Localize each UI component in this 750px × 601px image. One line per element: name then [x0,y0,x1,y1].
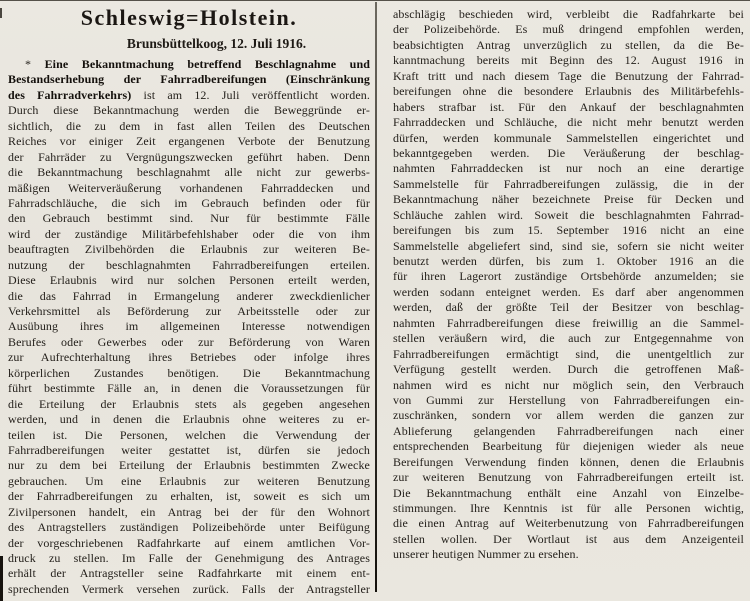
text-line: Sammelstelle für Fahrradbereifungen zulässig, die in der [393,176,744,191]
text-line: den Gebrauch bestimmt sind. Nur für bestimmte Fälle [8,211,370,226]
text-line: Kraft tritt und nach diesem Tage die Benutzung der Fahrrad- [393,68,744,83]
text-line: stellen veräußern wird, die auch zur Entgegennahme von [393,331,744,346]
text-line: habers strafbar ist. Für den Ankauf der beschlagnahmten [393,99,744,114]
text-line: die einen Antrag auf Weiterbenutzung von Fahrradbereifungen [393,516,744,531]
text-line: Verfügung gestellt werden. Durch die getroffenen Maß- [393,362,744,377]
text-line: bereifungen bis zum 15. September 1916 nicht an eine [393,223,744,238]
text-line: werden sodann enteignet werden. Es darf aber angenommen [393,284,744,299]
text-line: werden, und in denen die Erlaubnis ohne weiteres zu er- [8,412,370,427]
text-line: nahmen wird es nicht nur möglich sein, den Verbrauch [393,377,744,392]
text-line: Durch diese Bekanntmachung werden die Beweggründe er- [8,103,370,118]
text-line: nahmten Fahrraddecken ist nur noch an eine derartige [393,161,744,176]
text-line: dürfen, werden kommunale Sammelstellen eingerichtet und [393,130,744,145]
article-title: Schleswig=Holstein. [80,5,298,30]
text-line: abschlägig beschieden wird, verbleibt die Radfahrkarte bei [393,7,744,21]
text-line: Fahrraddecken und Schläuche, die nicht mehr benutzt werden [393,115,744,130]
text-line: sprechenden Vermerk versehen zurück. Falls der Antragsteller [8,581,370,596]
column-divider-rule [375,2,377,592]
text-line: Fahrradbereifungen weiter gestattet ist, dürfen sie jedoch [8,442,370,457]
text-line: zuschränken, sondern vor allem werden die ganzen zur [393,408,744,423]
text-line: Reiches vor einiger Zeit ergangenen Verbote der Benutzung [8,134,370,149]
text-line: entsprechenden Bearbeitung für diejenigen wieder als neue [393,439,744,454]
top-rule-divider [0,0,750,1]
text-line: die Bekanntmachung beschlagnahmt alle nicht zur gewerbs- [8,165,370,180]
text-line: Berufes oder Gewerbes oder zur Beförderung von Waren [8,334,370,349]
text-line: der Polizeibehörde. Es muß dringend empfohlen werden, [393,22,744,37]
emphasized-text: des Fahrradverkehrs) [8,87,132,102]
text-line: Bereifungen Verwendung finden können, denen die Erlaubnis [393,454,744,469]
text-line: Bestandserhebung der Fahrradbereifungen (Einschränkung [8,72,370,87]
text-line: mäßigen Weiterveräußerung vorhandenen Fahrraddecken und [8,180,370,195]
text-line: Verkehrsmittel als Beförderung zur Arbeitsstelle oder zur [8,304,370,318]
text-line: stimmungen. Ihre Kenntnis ist für alle Personen wichtig, [393,501,744,515]
text-line: die Erteilung der Erlaubnis stets als gegeben angesehen [8,396,370,411]
text-line: druck zu stellen. Im Falle der Genehmigung des Antrages [8,551,370,565]
text-line: benutzt werden dürfen, bis zum 1. Oktober 1916 an die [393,254,744,268]
text-line: der vorgeschriebenen Radfahrkarte auf einem amtlichen Vor- [8,535,370,550]
text-line: beauftragten Zivilbehörden die Erlaubnis zur weiteren Be- [8,242,370,257]
text-line: führt bestimmte Fälle an, in denen die Voraussetzungen für [8,381,370,396]
emphasized-text: Eine Bekanntmachung betreffend Beschlagnahme und [44,57,370,71]
left-column [8,3,370,597]
text-line: erhält der Antragsteller seine Radfahrkarte mit einem ent- [8,566,370,581]
text-line: Fahrradschläuche, die sich im Gebrauch befinden oder für [8,195,370,210]
text-line: kanntmachung bereits mit Beginn des 12. August 1916 in [393,53,744,68]
body-text: * [25,57,45,71]
text-line: Schläuche zahlen wird. Soweit die beschlagnahmten Fahrrad- [393,207,744,222]
text-line: gebrauchen. Um eine Erlaubnis zur weiteren Benutzung [8,473,370,488]
text-line: zur weiteren Benutzung von Fahrradbereifungen erteilt ist. [393,470,744,485]
text-line: des Antragstellers zuständigen Polizeibehörde unter Beifügung [8,520,370,535]
text-line: Die Bekanntmachung enthält eine Anzahl von Einzelbe- [393,485,744,500]
left-edge-rule-fragment [0,556,3,601]
text-line: Diese Erlaubnis wird nur solchen Personen erteilt werden, [8,273,370,288]
text-line: der Fahrräder zu Vergnügungszwecken geführt haben. Denn [8,149,370,164]
text-line: Fahrradbereifungen ermächtigt sind, die unentgeltlich zur [393,346,744,361]
text-line: der Fahrradbereifungen zu erhalten, ist, soweit es sich um [8,489,370,504]
dateline: Brunsbüttelkoog, 12. Juli 1916. [126,36,307,51]
text-line: Bekanntmachung näher bezeichnete Preise für Decken und [393,192,744,207]
text-line: nahmten Fahrradbereifungen diese freiwillig an die Sammel- [393,315,744,330]
text-line: unserer heutigen Nummer zu ersehen. [393,547,579,562]
right-column [393,7,744,563]
text-line: wird der zuständige Militärbefehlshaber oder die von ihm [8,226,370,241]
text-line: teilen ist. Die Personen, welchen die Verwendung der [8,427,370,442]
left-edge-tick [0,8,2,18]
text-line: bereifungen ohne die besondere Erlaubnis des Militärbefehls- [393,84,744,99]
text-line: nutzung der beschlagnahmten Fahrradbereifungen erteilen. [8,257,370,272]
left-column-lines [8,57,370,597]
text-line: werden, daß der größte Teil der Besitzer von beschlag- [393,300,744,315]
text-line [8,57,370,72]
text-line: nur zu dem bei Erteilung der Erlaubnis bestimmten Zwecke [8,458,370,473]
text-line: Sammelstelle abgeliefert sind, sind sie, sofern sie nicht weiter [393,238,744,253]
text-line: beabsichtigten Antrag unverzüglich zu stellen, da die Be- [393,37,744,52]
text-line: für ihren Lagerort zuständige Ortsbehörde anzumelden; sie [393,269,744,284]
text-line: sichtlich, die zu dem in fast allen Teilen des Deutschen [8,118,370,133]
text-line: Zivilpersonen handelt, ein Antrag bei der für den Wohnort [8,504,370,519]
text-line: stellen wollen. Der Wortlaut ist aus dem Anzeigenteil [393,531,744,546]
text-line: körperlichen Zustandes benötigen. Die Bekanntmachung [8,365,370,380]
text-line [8,88,370,103]
text-line: von Gummi zur Herstellung von Fahrradbereifungen ein- [393,392,744,407]
text-line: die das Fahrrad in Ermangelung anderer zweckdienlicher [8,288,370,303]
text-line: Ablieferung gelangenden Fahrradbereifungen nach einer [393,423,744,438]
text-line: bekanntgegeben werden. Die Veräußerung der beschlag- [393,145,744,160]
text-line: Ausübung ihres im allgemeinen Interesse notwendigen [8,319,370,334]
right-column-lines [393,7,744,563]
body-text: ist am 12. Juli veröffentlicht worden. [131,87,370,102]
text-line: zur Aufrechterhaltung ihres Betriebes oder infolge ihres [8,350,370,365]
